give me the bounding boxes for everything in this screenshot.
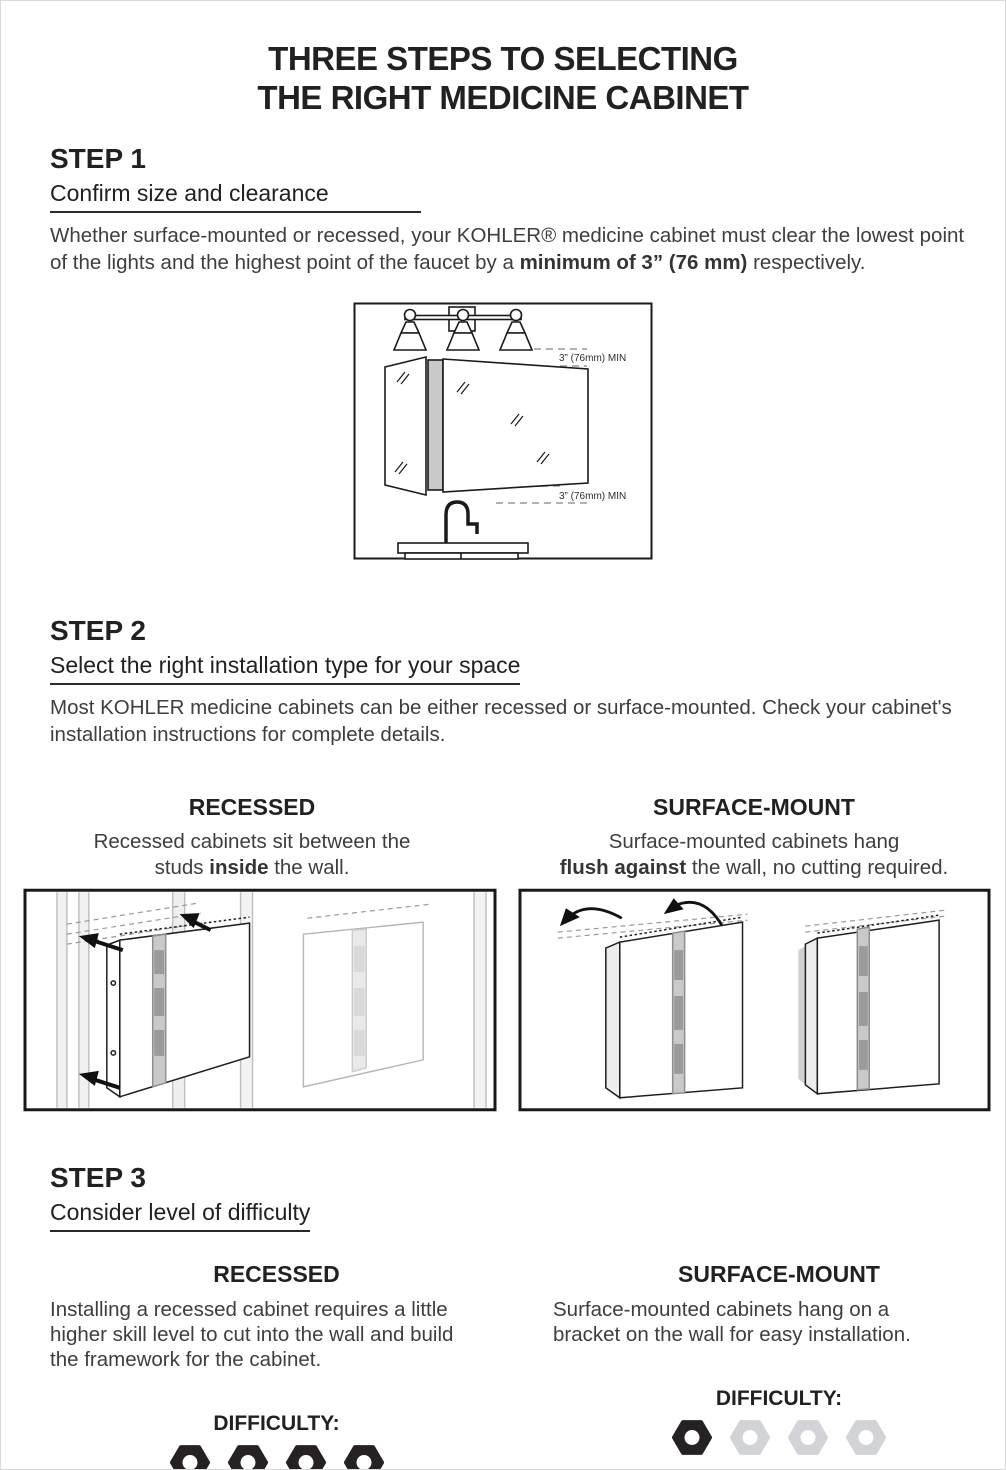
step1-body-bold: minimum of 3” (76 mm) [519, 251, 748, 274]
step2-subheading-row [50, 652, 961, 685]
step2-subheading: Select the right installation type for your space [50, 652, 520, 685]
difficulty-nut-icon [671, 1419, 713, 1456]
clearance-diagram [353, 302, 653, 560]
surface-cabinet-right [798, 915, 939, 1094]
step3-surface-column [503, 1232, 1005, 1470]
step2-surface-desc [503, 829, 1005, 881]
step1-subheading-row [50, 180, 961, 213]
step2-surface-column [503, 748, 1005, 881]
step2-recessed-desc [1, 829, 503, 881]
page-title [1, 39, 1005, 117]
step2-surface-desc-line1: Surface-mounted cabinets hang [608, 830, 900, 853]
step2-recessed-column [1, 748, 503, 881]
clearance-diagram-wrap [1, 302, 1005, 565]
difficulty-nut-icon [787, 1419, 829, 1456]
surface-mount-diagram [518, 888, 991, 1112]
surface-difficulty-rating [553, 1418, 1005, 1456]
desc-line2-post: the wall, no cutting required. [686, 856, 949, 879]
installed-cabinet-faint [303, 922, 423, 1087]
step2-section [1, 615, 1005, 748]
step3-recessed-column [1, 1232, 503, 1470]
desc-line2-bold: inside [209, 856, 269, 879]
desc-line2-pre: studs [154, 856, 210, 879]
step1-subheading: Confirm size and clearance [50, 180, 421, 213]
desc-line: the framework for the cabinet. [50, 1348, 322, 1371]
step1-section [1, 143, 1005, 276]
difficulty-nut-icon [845, 1419, 887, 1456]
surface-cabinet-left [606, 917, 743, 1098]
desc-line: higher skill level to cut into the wall and build [50, 1323, 454, 1346]
recessed-difficulty-rating [50, 1443, 503, 1470]
light-fixture-icon [394, 307, 532, 350]
step3-recessed-title: RECESSED [213, 1261, 340, 1287]
step3-surface-title: SURFACE-MOUNT [678, 1261, 880, 1287]
step2-columns [1, 748, 1005, 881]
step1-body-post: respectively. [747, 251, 866, 274]
step2-recessed-desc-line1: Recessed cabinets sit between the [93, 830, 411, 853]
desc-line: Surface-mounted cabinets hang on a [553, 1298, 890, 1321]
step2-body: Most KOHLER medicine cabinets can be either recessed or surface-mounted. Check your cabinet's installation instructions for complete details. [50, 696, 952, 746]
step1-body [50, 222, 982, 276]
step3-subheading-row [50, 1199, 961, 1232]
difficulty-nut-icon [227, 1444, 269, 1470]
step1-heading: STEP 1 [50, 143, 146, 174]
desc-line: bracket on the wall for easy installation. [553, 1323, 911, 1346]
clearance-label-top: 3” (76mm) MIN [559, 353, 627, 364]
difficulty-nut-icon [169, 1444, 211, 1470]
page-title-line2: THE RIGHT MEDICINE CABINET [257, 79, 749, 116]
clearance-label-bottom: 3” (76mm) MIN [559, 491, 627, 502]
step3-section [1, 1162, 1005, 1232]
difficulty-nut-icon [343, 1444, 385, 1470]
step3-subheading: Consider level of difficulty [50, 1199, 310, 1232]
desc-line2-post: the wall. [268, 856, 350, 879]
difficulty-nut-icon [729, 1419, 771, 1456]
installation-diagrams-row [23, 888, 991, 1112]
step3-heading: STEP 3 [50, 1162, 146, 1193]
recessed-difficulty-label: DIFFICULTY: [213, 1412, 340, 1435]
step2-heading: STEP 2 [50, 615, 146, 646]
step2-surface-title: SURFACE-MOUNT [653, 794, 855, 820]
page-title-line1: THREE STEPS TO SELECTING [268, 40, 738, 77]
step2-surface-desc-line2 [503, 855, 1005, 881]
desc-line: Installing a recessed cabinet requires a little [50, 1298, 448, 1321]
vanity-icon [398, 543, 528, 559]
surface-difficulty-label: DIFFICULTY: [715, 1387, 843, 1410]
difficulty-nut-icon [285, 1444, 327, 1470]
step3-recessed-desc [50, 1297, 503, 1372]
medicine-cabinet-icon [385, 357, 588, 495]
step1-body-pre: Whether surface-mounted or recessed, your KOHLER® medicine cabinet must clear the lowest point of the lights and the highest point of the faucet by a [50, 224, 965, 274]
step2-recessed-desc-line2 [1, 855, 503, 881]
step3-columns [1, 1232, 1005, 1470]
step3-surface-desc [553, 1297, 1005, 1347]
desc-line2-bold: flush against [559, 856, 687, 879]
step2-recessed-title: RECESSED [188, 794, 316, 820]
recessed-install-diagram [23, 888, 497, 1112]
